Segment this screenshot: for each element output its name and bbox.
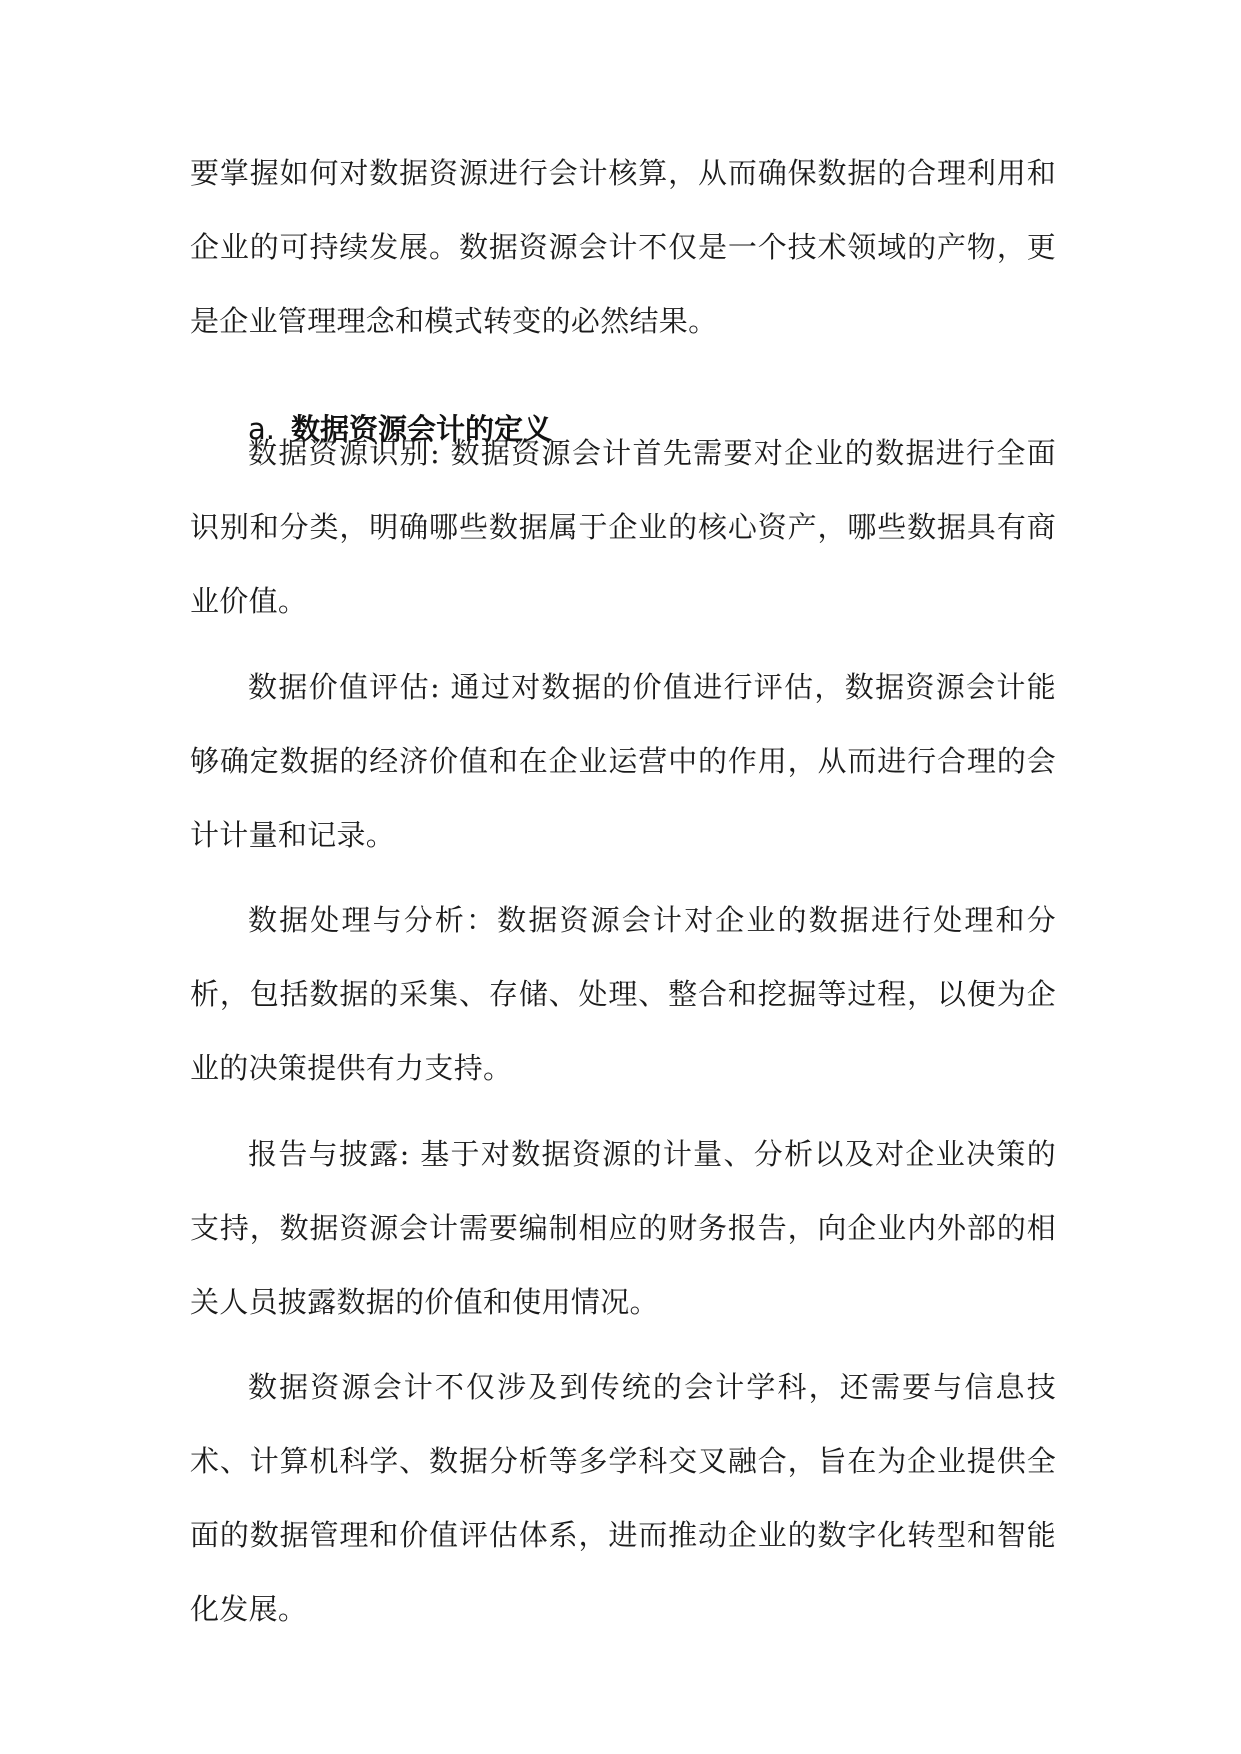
paragraph-data-valuation: 数据价值评估: 通过对数据的价值进行评估，数据资源会计能够确定数据的经济价值和在企业运营中的作用，从而进行合理的会计计量和记录。 <box>190 670 1056 852</box>
paragraph-reporting-disclosure: 报告与披露: 基于对数据资源的计量、分析以及对企业决策的支持，数据资源会计需要编制相应的财务报告，向企业内外部的相关人员披露数据的价值和使用情况。 <box>190 1137 1056 1319</box>
section-heading-marker: a. <box>248 412 275 446</box>
paragraph-interdisciplinary: 数据资源会计不仅涉及到传统的会计学科，还需要与信息技术、计算机科学、数据分析等多学科交叉融合，旨在为企业提供全面的数据管理和价值评估体系，进而推动企业的数字化转型和智能化发展。 <box>190 1370 1056 1626</box>
section-heading-title: 数据资源会计的定义 <box>291 412 553 446</box>
paragraph-data-identification: 数据资源识别: 数据资源会计首先需要对企业的数据进行全面识别和分类，明确哪些数据属于企业的核心资产，哪些数据具有商业价值。 <box>190 436 1056 618</box>
paragraph-data-processing: 数据处理与分析：数据资源会计对企业的数据进行处理和分析，包括数据的采集、存储、处理、整合和挖掘等过程，以便为企业的决策提供有力支持。 <box>190 903 1056 1085</box>
intro-paragraph: 要掌握如何对数据资源进行会计核算，从而确保数据的合理利用和企业的可持续发展。数据资源会计不仅是一个技术领域的产物，更是企业管理理念和模式转变的必然结果。 <box>190 156 1056 338</box>
